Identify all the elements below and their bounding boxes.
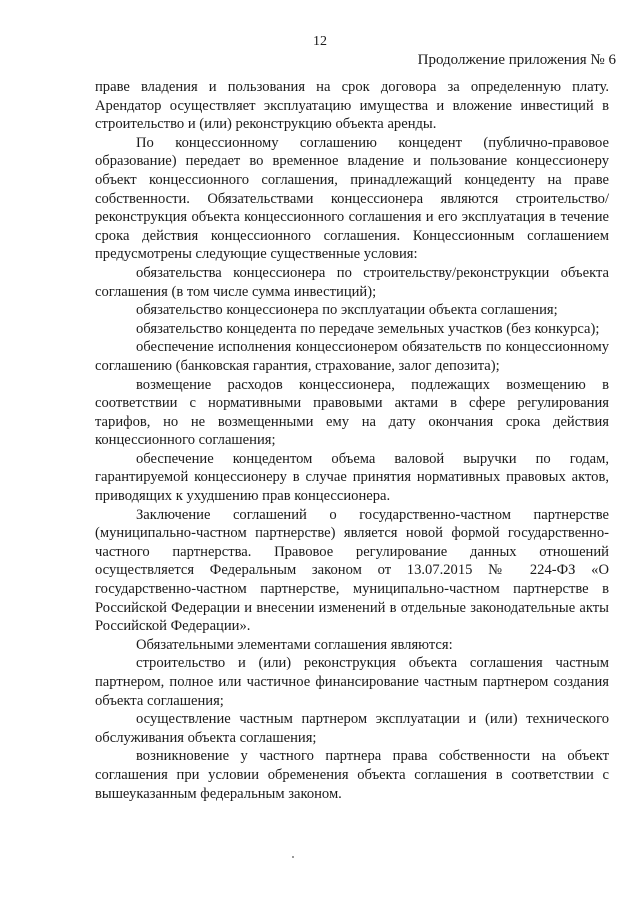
page-number: 12 bbox=[313, 34, 327, 49]
paragraph: Обязательными элементами соглашения являются: bbox=[136, 636, 453, 653]
scan-dot bbox=[292, 856, 294, 858]
list-item: обеспечение концедентом объема валовой выручки по годам, гарантируемой концессионеру в случае принятия нормативных правовых актов, приводящих к ухудшению прав концессионера. bbox=[95, 450, 609, 505]
list-item: строительство и (или) реконструкция объекта соглашения частным партнером, полное или частичное финансирование частным партнером создания объекта соглашения; bbox=[95, 655, 609, 709]
list-item: обязательство концессионера по эксплуатации объекта соглашения; bbox=[136, 302, 558, 319]
paragraph: Заключение соглашений о государственно-частном партнерстве (муниципально-частном партнерстве) является новой формой государственно-частного партнерства. Правовое регулирование данных отношений осуществляется Федеральным законом от 13.07.2015 № 224-ФЗ «О государственно-частном партнерстве, муниципально-частном партнерстве в Российской Федерации и внесении изменений в отдельные законодательные акты Российской Федерации». bbox=[95, 506, 609, 635]
document-body bbox=[95, 78, 609, 803]
list-item: обеспечение исполнения концессионером обязательств по концессионному соглашению (банковская гарантия, страхование, залог депозита); bbox=[95, 339, 609, 374]
paragraph: праве владения и пользования на срок договора за определенную плату. Арендатор осуществляет эксплуатацию имущества и вложение инвестиций в строительство и (или) реконструкцию объекта аренды. bbox=[95, 79, 609, 133]
list-item: обязательства концессионера по строительству/реконструкции объекта соглашения (в том числе сумма инвестиций); bbox=[95, 264, 609, 300]
list-item: возникновение у частного партнера права собственности на объект соглашения при условии обременения объекта соглашения в соответствии с вышеуказанным федеральным законом. bbox=[95, 748, 609, 802]
list-item: осуществление частным партнером эксплуатации и (или) технического обслуживания объекта соглашения; bbox=[95, 711, 609, 746]
list-item: возмещение расходов концессионера, подлежащих возмещению в соответствии с нормативными правовыми актами в сфере регулирования тарифов, но не возмещенными ему на дату окончания срока действия концессионного соглашения; bbox=[95, 376, 609, 449]
appendix-continuation-note: Продолжение приложения № 6 bbox=[417, 52, 616, 68]
list-item: обязательство концедента по передаче земельных участков (без конкурса); bbox=[136, 320, 600, 337]
paragraph: По концессионному соглашению концедент (публично-правовое образование) передает во временное владение и пользование концессионеру объект концессионного соглашения, принадлежащий концеденту на праве собственности. Обязательствами концессионера являются строительство/реконструкция объекта концессионного соглашения и его эксплуатация в течение срока действия концессионного соглашения. Концессионным соглашением предусмотрены следующие существенные условия: bbox=[95, 134, 609, 263]
